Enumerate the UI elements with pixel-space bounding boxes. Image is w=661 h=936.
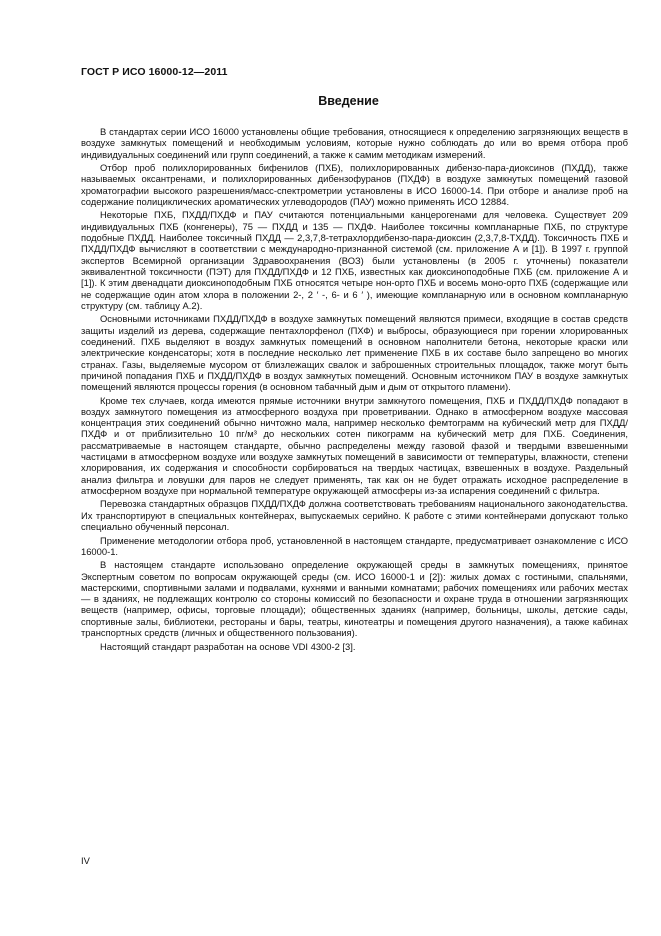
introduction-body [81,126,628,654]
paragraph-methodology: Применение методологии отбора проб, установленной в настоящем стандарте, предусматривает ознакомление с ИСО 16000-1. [81,534,628,557]
paragraph-transport: Перевозка стандартных образцов ПХДД/ПХДФ должна соответствовать требованиям национального законодательства. Их транспортируют в специальных контейнерах, выпускаемых серийно. К работе с этими контейнерами допускают только специально обученный персонал. [81,498,628,533]
page-number: IV [81,855,90,866]
section-title: Введение [318,94,379,108]
document-code-header: ГОСТ Р ИСО 16000-12—2011 [81,66,228,78]
paragraph-basis: Настоящий стандарт разработан на основе VDI 4300-2 [3]. [100,640,356,652]
paragraph-scope: В стандартах серии ИСО 16000 установлены общие требования, относящиеся к определению загрязняющих веществ в воздухе замкнутых помещений и необходимым условиям, которые нужно соблюдать до или во время отбора проб индивидуальных соединений или групп соединений, а также к самим методикам измерений. [81,126,628,160]
paragraph-indoor-definition: В настоящем стандарте использовано определение окружающей среды в замкнутых помещениях, принятое Экспертным советом по вопросам окружающей среды (см. ИСО 16000-1 и [2]): жилых домах с гостиными, спальнями, мастерскими, спортивными залами и подвалами, кухнями и ванными комнатами; рабочих помещениях или рабочих местах — в зданиях, не подлежащих контролю со стороны комиссий по безопасности и охране труда в отношении загрязняющих веществ (например, офисы, торговые площади); общественных зданиях (например, больницы, школы, детские сады, спортивные залы, библиотеки, рестораны и бары, театры, кинотеатры и помещения другого назначения), а также кабинах транспортных средств (личных и общественного пользования). [81,559,628,639]
paragraph-sources: Основными источниками ПХДД/ПХДФ в воздухе замкнутых помещений являются примеси, входящие в состав средств защиты изделий из дерева, содержащие пентахлорфенол (ПХФ) и выбросы, образующиеся при горении хлорированных соединений. ПХБ выделяют в воздух замкнутых помещений в основном наполнители бетона, некоторые краски или электрические конденсаторы; хотя в последние несколько лет применение ПХБ в их составе было запрещено во многих странах. Газы, выделяемые мусором от близлежащих свалок и заброшенных строительных площадок, также могут быть причиной попадания ПХБ и ПХДД/ПХДФ в воздух замкнутых помещений. Основным источником ПАУ в воздухе замкнутых помещений являются процессы горения (в основном табачный дым и дым от открытого пламени). [81,313,628,393]
paragraph-sampling: Отбор проб полихлорированных бифенилов (ПХБ), полихлорированных дибензо-пара-диоксинов (ПХДД), также называемых оксантренами, и полихлорированных дибензофуранов (ПХДФ) в воздухе замкнутых помещений газовой хроматографии высокого разрешения/масс-спектрометрии установлены в ИСО 16000-14. При отборе и анализе проб на содержание полициклических ароматических углеводородов (ПАУ) можно применять ИСО 12884. [81,162,628,207]
paragraph-toxicity: Некоторые ПХБ, ПХДД/ПХДФ и ПАУ считаются потенциальными канцерогенами для человека. Существует 209 индивидуальных ПХБ (конгенеры), 75 — ПХДД и 135 — ПХДФ. Наиболее токсичны компланарные ПХБ, по структуре подобные ПХДД. Наиболее токсичный ПХДД — 2,3,7,8-тетрахлордибензо-пара-диоксин (2,3,7,8-ТХДД). Токсичность ПХБ и ПХДД/ПХДФ вычисляют в соответствии с международно-признанной системой (см. приложение А и [1]). В 1997 г. группой экспертов Всемирной организации Здравоохранения (ВОЗ) были установлены (в 2005 г. уточнены) показатели эквивалентной токсичности (ПЭТ) для ПХДД/ПХДФ и 12 ПХБ, известных как диоксиноподобные ПХБ (см. приложение А и [1]). К этим двенадцати диоксиноподобным ПХБ относятся четыре нон-орто ПХБ и восемь моно-орто ПХБ (содержащие или не содержащие один атом хлора в положении 2-, 2 ′ -, 6- и 6 ′ ), имеющие компланарную или в основном компланарную структуру (см. таблицу А.2). [81,209,628,311]
paragraph-ventilation: Кроме тех случаев, когда имеются прямые источники внутри замкнутого помещения, ПХБ и ПХДД/ПХДФ попадают в воздух замкнутого помещения из атмосферного воздуха при проветривании. Однако в атмосферном воздухе массовая концентрация этих соединений обычно ничтожно мала, например несколько фемтограмм на кубический метр для ПХДД/ПХДФ и от приблизительно 10 пг/м³ до нескольких сотен пикограмм на кубический метр для ПХБ. Соединения, рассматриваемые в настоящем стандарте, обычно распределены между газовой фазой и твердыми взвешенными частицами в атмосферном воздухе или воздухе замкнутых помещений в зависимости от температуры, влажности, степени хлорирования, их содержания и способности сорбироваться на твердых частицах, взвешенных в воздухе. Раздельный анализ фильтра и ловушки для паров не следует применять, так как он не будет отражать исходное распределение в атмосферном воздухе при нормальной температуре окружающей атмосферы из-за испарения соединений с фильтра. [81,394,628,496]
